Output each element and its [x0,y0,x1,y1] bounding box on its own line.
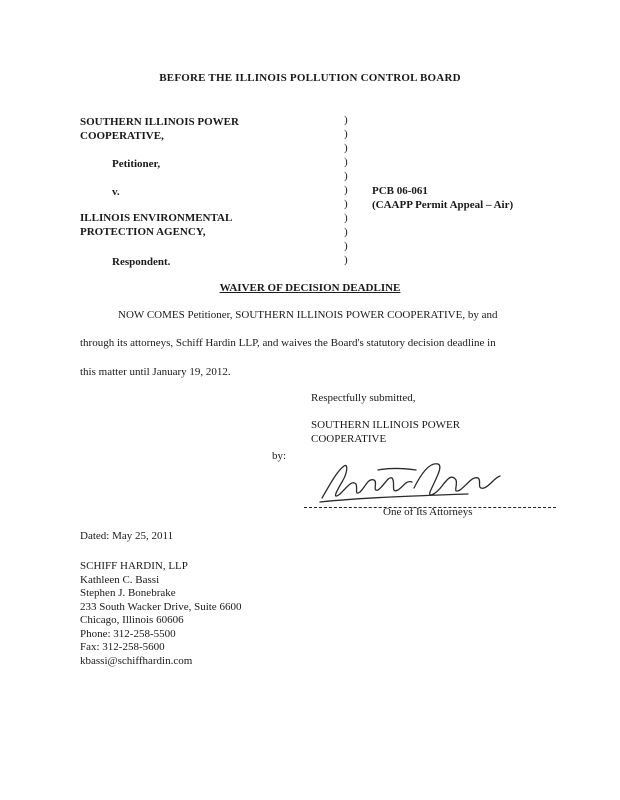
waiver-heading: WAIVER OF DECISION DEADLINE [219,282,401,294]
signature-caption: One of Its Attorneys [383,506,473,518]
versus-label: v. [112,186,120,198]
attorney-name-2: Stephen J. Bonebrake [80,587,176,599]
case-type: (CAAPP Permit Appeal – Air) [372,199,514,211]
handwritten-signature [318,458,508,508]
body-line-3: this matter until January 19, 2012. [80,366,231,378]
firm-phone: Phone: 312-258-5500 [80,627,176,640]
respondent-name-line2: PROTECTION AGENCY, [80,226,206,238]
body-line-1: NOW COMES Petitioner, SOUTHERN ILLINOIS POWER COOPERATIVE, by and [118,309,498,321]
petitioner-name-line2: COOPERATIVE, [80,130,164,142]
by-label: by: [272,450,287,462]
respondent-name-line1: ILLINOIS ENVIRONMENTAL [80,212,233,224]
petitioner-name-line1: SOUTHERN ILLINOIS POWER [80,116,239,128]
body-line-2: through its attorneys, Schiff Hardin LLP, and waives the Board's statutory decision deadline in [80,337,496,349]
signing-party-line2: COOPERATIVE [311,433,387,445]
date-line: Dated: May 25, 2011 [80,530,174,542]
attorney-name-1: Kathleen C. Bassi [80,573,160,586]
respectfully-submitted: Respectfully submitted, [311,392,416,404]
signing-party-line1: SOUTHERN ILLINOIS POWER [311,419,461,431]
firm-name: SCHIFF HARDIN, LLP [80,560,188,572]
firm-city: Chicago, Illinois 60606 [80,614,184,626]
document-title: BEFORE THE ILLINOIS POLLUTION CONTROL BOARD [159,72,461,84]
petitioner-role: Petitioner, [112,158,161,170]
firm-email: kbassi@schiffhardin.com [80,654,193,667]
case-number: PCB 06-061 [372,185,428,197]
firm-address-block [80,560,241,668]
firm-fax: Fax: 312-258-5600 [80,641,165,653]
firm-street: 233 South Wacker Drive, Suite 6600 [80,600,242,613]
respondent-role: Respondent. [112,256,171,268]
